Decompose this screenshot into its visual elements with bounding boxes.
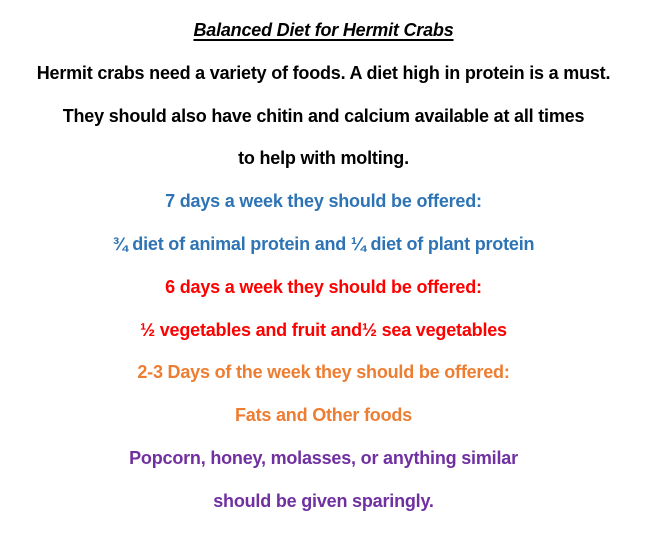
sparingly-foods-line: Popcorn, honey, molasses, or anything similar bbox=[129, 447, 518, 468]
schedule-2-3-days-detail: Fats and Other foods bbox=[234, 405, 412, 426]
intro-line-molting: to help with molting. bbox=[238, 148, 409, 169]
schedule-7-days-heading: 7 days a week they should be offered: bbox=[165, 191, 482, 212]
schedule-6-days-detail: ½ vegetables and fruit and½ sea vegetables bbox=[140, 319, 507, 340]
document-title-text: Balanced Diet for Hermit Crabs bbox=[193, 20, 454, 40]
sparingly-note-line: should be given sparingly. bbox=[213, 490, 434, 511]
schedule-2-3-days-heading: 2-3 Days of the week they should be offered: bbox=[137, 362, 510, 383]
document-title bbox=[0, 9, 647, 52]
intro-line-protein: Hermit crabs need a variety of foods. A diet high in protein is a must. bbox=[36, 62, 611, 83]
schedule-7-days-detail: ¾ diet of animal protein and ¼ diet of plant protein bbox=[112, 233, 535, 254]
schedule-6-days-heading: 6 days a week they should be offered: bbox=[165, 276, 482, 297]
intro-line-chitin-calcium: They should also have chitin and calcium available at all times bbox=[62, 105, 585, 126]
